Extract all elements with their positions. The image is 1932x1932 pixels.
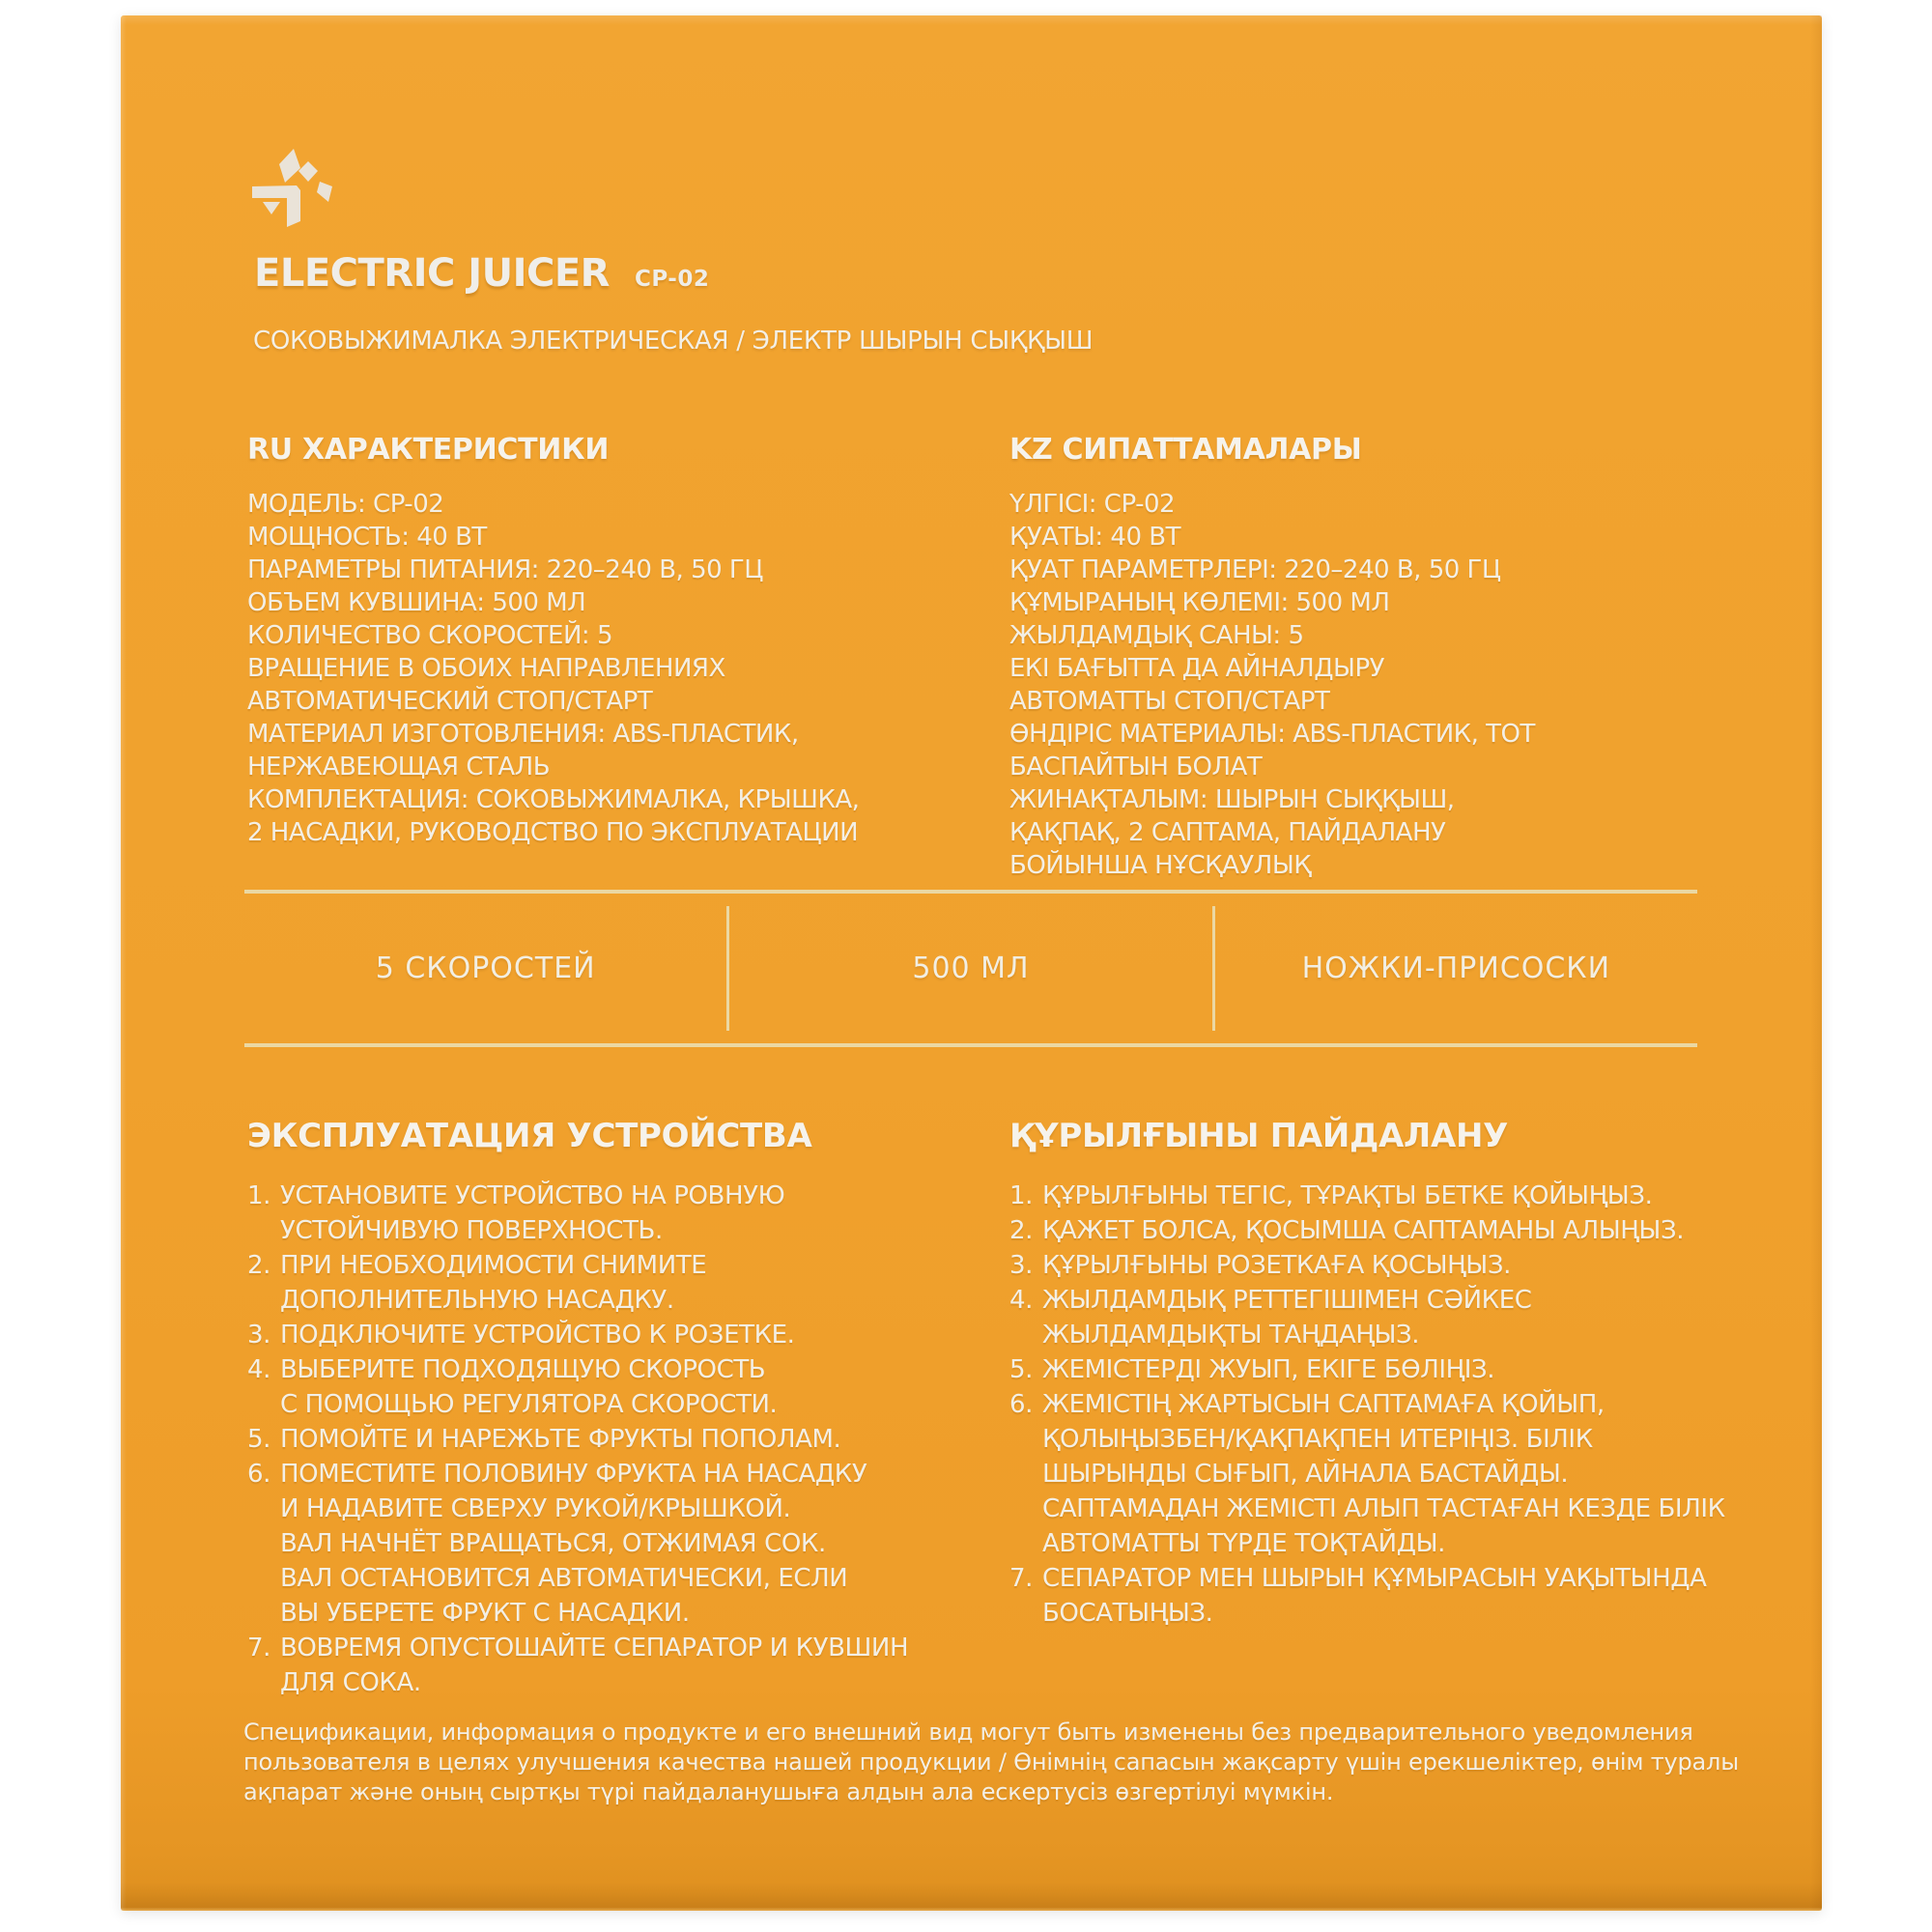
disclaimer-line: Спецификации, информация о продукте и его внешний вид могут быть изменены без предварительного уведомления	[243, 1719, 1693, 1746]
spec-line: АВТОМАТТЫ СТОП/СТАРТ	[1009, 687, 1330, 716]
spec-line: КОЛИЧЕСТВО СКОРОСТЕЙ: 5	[247, 621, 612, 650]
usage-item-text	[1042, 1283, 1531, 1352]
feature-label-volume: 500 МЛ	[912, 952, 1030, 985]
usage-item	[247, 1318, 981, 1352]
usage-item-text	[1042, 1387, 1725, 1561]
usage-item	[1009, 1213, 1821, 1248]
usage-item-number: 2.	[247, 1251, 271, 1280]
usage-item-number: 3.	[247, 1321, 271, 1350]
usage-item-text	[280, 1352, 777, 1422]
usage-item-line: ШЫРЫНДЫ СЫҒЫП, АЙНАЛА БАСТАЙДЫ.	[1042, 1460, 1569, 1489]
usage-item-line: ДЛЯ СОКА.	[280, 1668, 421, 1697]
spec-line: ҮЛГІСІ: CP-02	[1009, 490, 1176, 519]
usage-item-text	[280, 1631, 908, 1700]
usage-item-text	[1042, 1179, 1652, 1213]
usage-kz-heading: ҚҰРЫЛҒЫНЫ ПАЙДАЛАНУ	[1009, 1117, 1509, 1155]
usage-item-line: С ПОМОЩЬЮ РЕГУЛЯТОРА СКОРОСТИ.	[280, 1390, 778, 1419]
usage-item-line: ЖЕМІСТІҢ ЖАРТЫСЫН САПТАМАҒА ҚОЙЫП,	[1042, 1390, 1605, 1419]
usage-item-line: ҚҰРЫЛҒЫНЫ ТЕГІС, ТҰРАҚТЫ БЕТКЕ ҚОЙЫҢЫЗ.	[1042, 1181, 1653, 1210]
usage-item-line: ПРИ НЕОБХОДИМОСТИ СНИМИТЕ	[280, 1251, 707, 1280]
spec-line: ЖЫЛДАМДЫҚ САНЫ: 5	[1009, 621, 1304, 650]
specs-ru-list	[247, 488, 859, 849]
spec-line: БОЙЫНША НҰСҚАУЛЫҚ	[1009, 851, 1312, 880]
spec-line: ОБЪЕМ КУВШИНА: 500 МЛ	[247, 588, 586, 617]
box-bottom-fold	[121, 1882, 1822, 1911]
usage-item-line: ВАЛ ОСТАНОВИТСЯ АВТОМАТИЧЕСКИ, ЕСЛИ	[280, 1564, 848, 1593]
usage-item-text	[280, 1318, 795, 1352]
usage-item	[1009, 1352, 1821, 1387]
specs-kz-list	[1009, 488, 1535, 882]
usage-item-line: ВЫ УБЕРЕТЕ ФРУКТ С НАСАДКИ.	[280, 1599, 690, 1628]
usage-item	[247, 1179, 981, 1248]
usage-item-text	[280, 1457, 867, 1631]
usage-item-number: 7.	[1009, 1564, 1034, 1593]
usage-item-number: 6.	[247, 1460, 271, 1489]
disclaimer-line: ақпарат және оның сыртқы түрі пайдаланушыға алдын ала ескертусіз өзгертілуі мүмкін.	[243, 1778, 1334, 1805]
spec-line: ӨНДІРІС МАТЕРИАЛЫ: ABS-ПЛАСТИК, ТОТ	[1009, 720, 1535, 749]
spec-line: КОМПЛЕКТАЦИЯ: СОКОВЫЖИМАЛКА, КРЫШКА,	[247, 785, 860, 814]
usage-item-line: ДОПОЛНИТЕЛЬНУЮ НАСАДКУ.	[280, 1286, 674, 1315]
usage-item-line: ВЫБЕРИТЕ ПОДХОДЯЩУЮ СКОРОСТЬ	[280, 1355, 766, 1384]
feature-cell-volume	[729, 894, 1211, 1043]
feature-label-suction-feet: НОЖКИ-ПРИСОСКИ	[1301, 952, 1611, 985]
usage-kz-list	[1009, 1179, 1821, 1631]
box-left-edge	[121, 15, 127, 1911]
usage-item-line: ВОВРЕМЯ ОПУСТОШАЙТЕ СЕПАРАТОР И КУВШИН	[280, 1634, 909, 1662]
legal-disclaimer	[243, 1718, 1739, 1807]
usage-item-line: ПОМОЙТЕ И НАРЕЖЬТЕ ФРУКТЫ ПОПОЛАМ.	[280, 1425, 841, 1454]
box-top-edge	[121, 15, 1822, 25]
product-title-row	[254, 251, 709, 296]
spec-line: ҚҰМЫРАНЫҢ КӨЛЕМІ: 500 МЛ	[1009, 588, 1390, 617]
feature-cell-suction-feet	[1215, 894, 1697, 1043]
usage-item-line: УСТАНОВИТЕ УСТРОЙСТВО НА РОВНУЮ	[280, 1181, 785, 1210]
product-model-code: CP-02	[634, 267, 710, 292]
usage-item-line: ЖЫЛДАМДЫҚТЫ ТАҢДАҢЫЗ.	[1042, 1321, 1420, 1350]
usage-item-line: И НАДАВИТЕ СВЕРХУ РУКОЙ/КРЫШКОЙ.	[280, 1494, 791, 1523]
feature-label-speeds: 5 СКОРОСТЕЙ	[375, 952, 596, 985]
spec-line: МОЩНОСТЬ: 40 ВТ	[247, 523, 487, 552]
usage-item	[247, 1422, 981, 1457]
usage-item-line: БОСАТЫҢЫЗ.	[1042, 1599, 1213, 1628]
usage-item-line: ЖЫЛДАМДЫҚ РЕТТЕГІШІМЕН СӘЙКЕС	[1042, 1286, 1532, 1315]
feature-cell-speeds	[244, 894, 726, 1043]
usage-item-number: 2.	[1009, 1216, 1034, 1245]
spec-line: МОДЕЛЬ: CP-02	[247, 490, 444, 519]
usage-item-text	[1042, 1213, 1684, 1248]
usage-item-line: ПОМЕСТИТЕ ПОЛОВИНУ ФРУКТА НА НАСАДКУ	[280, 1460, 867, 1489]
spec-line: ВРАЩЕНИЕ В ОБОИХ НАПРАВЛЕНИЯХ	[247, 654, 725, 683]
usage-item-text	[280, 1248, 706, 1318]
specs-kz-heading: KZ СИПАТТАМАЛАРЫ	[1009, 433, 1362, 467]
usage-item	[1009, 1387, 1821, 1561]
usage-item-number: 5.	[1009, 1355, 1034, 1384]
spec-line: ЕКІ БАҒЫТТА ДА АЙНАЛДЫРУ	[1009, 654, 1385, 683]
spec-line: ҚУАТЫ: 40 ВТ	[1009, 523, 1181, 552]
usage-item-line: САПТАМАДАН ЖЕМІСТІ АЛЫП ТАСТАҒАН КЕЗДЕ БІЛІК	[1042, 1494, 1725, 1523]
usage-item-number: 7.	[247, 1634, 271, 1662]
usage-item-number: 6.	[1009, 1390, 1034, 1419]
usage-item-line: ҚҰРЫЛҒЫНЫ РОЗЕТКАҒА ҚОСЫҢЫЗ.	[1042, 1251, 1511, 1280]
product-box-back-panel	[121, 15, 1822, 1911]
usage-item	[1009, 1179, 1821, 1213]
usage-item	[1009, 1283, 1821, 1352]
usage-item	[1009, 1561, 1821, 1631]
usage-item-text	[1042, 1248, 1511, 1283]
spec-line: АВТОМАТИЧЕСКИЙ СТОП/СТАРТ	[247, 687, 653, 716]
usage-item-number: 1.	[247, 1181, 271, 1210]
spec-line: ЖИНАҚТАЛЫМ: ШЫРЫН СЫҚҚЫШ,	[1009, 785, 1455, 814]
spec-line: МАТЕРИАЛ ИЗГОТОВЛЕНИЯ: ABS-ПЛАСТИК,	[247, 720, 799, 749]
brand-diamond-logo-icon	[249, 145, 338, 228]
usage-ru-heading: ЭКСПЛУАТАЦИЯ УСТРОЙСТВА	[247, 1117, 812, 1155]
usage-ru-list	[247, 1179, 981, 1700]
usage-item-line: СЕПАРАТОР МЕН ШЫРЫН ҚҰМЫРАСЫН УАҚЫТЫНДА	[1042, 1564, 1707, 1593]
usage-item	[247, 1631, 981, 1700]
usage-item-text	[1042, 1352, 1494, 1387]
usage-item-line: УСТОЙЧИВУЮ ПОВЕРХНОСТЬ.	[280, 1216, 663, 1245]
usage-item	[247, 1248, 981, 1318]
usage-item-number: 1.	[1009, 1181, 1034, 1210]
spec-line: ПАРАМЕТРЫ ПИТАНИЯ: 220–240 В, 50 ГЦ	[247, 555, 763, 584]
product-title: ELECTRIC JUICER	[254, 251, 610, 296]
usage-item	[247, 1352, 981, 1422]
spec-line: ҚУАТ ПАРАМЕТРЛЕРІ: 220–240 В, 50 ГЦ	[1009, 555, 1501, 584]
spec-line: НЕРЖАВЕЮЩАЯ СТАЛЬ	[247, 753, 551, 781]
spec-line: 2 НАСАДКИ, РУКОВОДСТВО ПО ЭКСПЛУАТАЦИИ	[247, 818, 859, 847]
usage-item-text	[280, 1422, 840, 1457]
usage-item-number: 5.	[247, 1425, 271, 1454]
product-subtitle: СОКОВЫЖИМАЛКА ЭЛЕКТРИЧЕСКАЯ / ЭЛЕКТР ШЫРЫН СЫҚҚЫШ	[253, 327, 1094, 355]
usage-item-text	[280, 1179, 784, 1248]
spec-line: БАСПАЙТЫН БОЛАТ	[1009, 753, 1263, 781]
usage-item-line: ЖЕМІСТЕРДІ ЖУЫП, ЕКІГЕ БӨЛІҢІЗ.	[1042, 1355, 1495, 1384]
usage-item-number: 4.	[247, 1355, 271, 1384]
usage-item-text	[1042, 1561, 1707, 1631]
feature-band	[244, 890, 1697, 1047]
usage-item	[1009, 1248, 1821, 1283]
usage-item-number: 4.	[1009, 1286, 1034, 1315]
usage-item-line: ПОДКЛЮЧИТЕ УСТРОЙСТВО К РОЗЕТКЕ.	[280, 1321, 795, 1350]
specs-ru-heading: RU ХАРАКТЕРИСТИКИ	[247, 433, 610, 467]
usage-item	[247, 1457, 981, 1631]
usage-item-number: 3.	[1009, 1251, 1034, 1280]
usage-item-line: ҚАЖЕТ БОЛСА, ҚОСЫМША САПТАМАНЫ АЛЫҢЫЗ.	[1042, 1216, 1685, 1245]
usage-item-line: АВТОМАТТЫ ТҮРДЕ ТОҚТАЙДЫ.	[1042, 1529, 1446, 1558]
spec-line: ҚАҚПАҚ, 2 САПТАМА, ПАЙДАЛАНУ	[1009, 818, 1446, 847]
usage-item-line: ВАЛ НАЧНЁТ ВРАЩАТЬСЯ, ОТЖИМАЯ СОК.	[280, 1529, 826, 1558]
usage-item-line: ҚОЛЫҢЫЗБЕН/ҚАҚПАҚПЕН ИТЕРІҢІЗ. БІЛІК	[1042, 1425, 1593, 1454]
disclaimer-line: пользователя в целях улучшения качества нашей продукции / Өнімнің сапасын жақсарту үшін ерекшеліктер, өнім туралы	[243, 1748, 1739, 1776]
